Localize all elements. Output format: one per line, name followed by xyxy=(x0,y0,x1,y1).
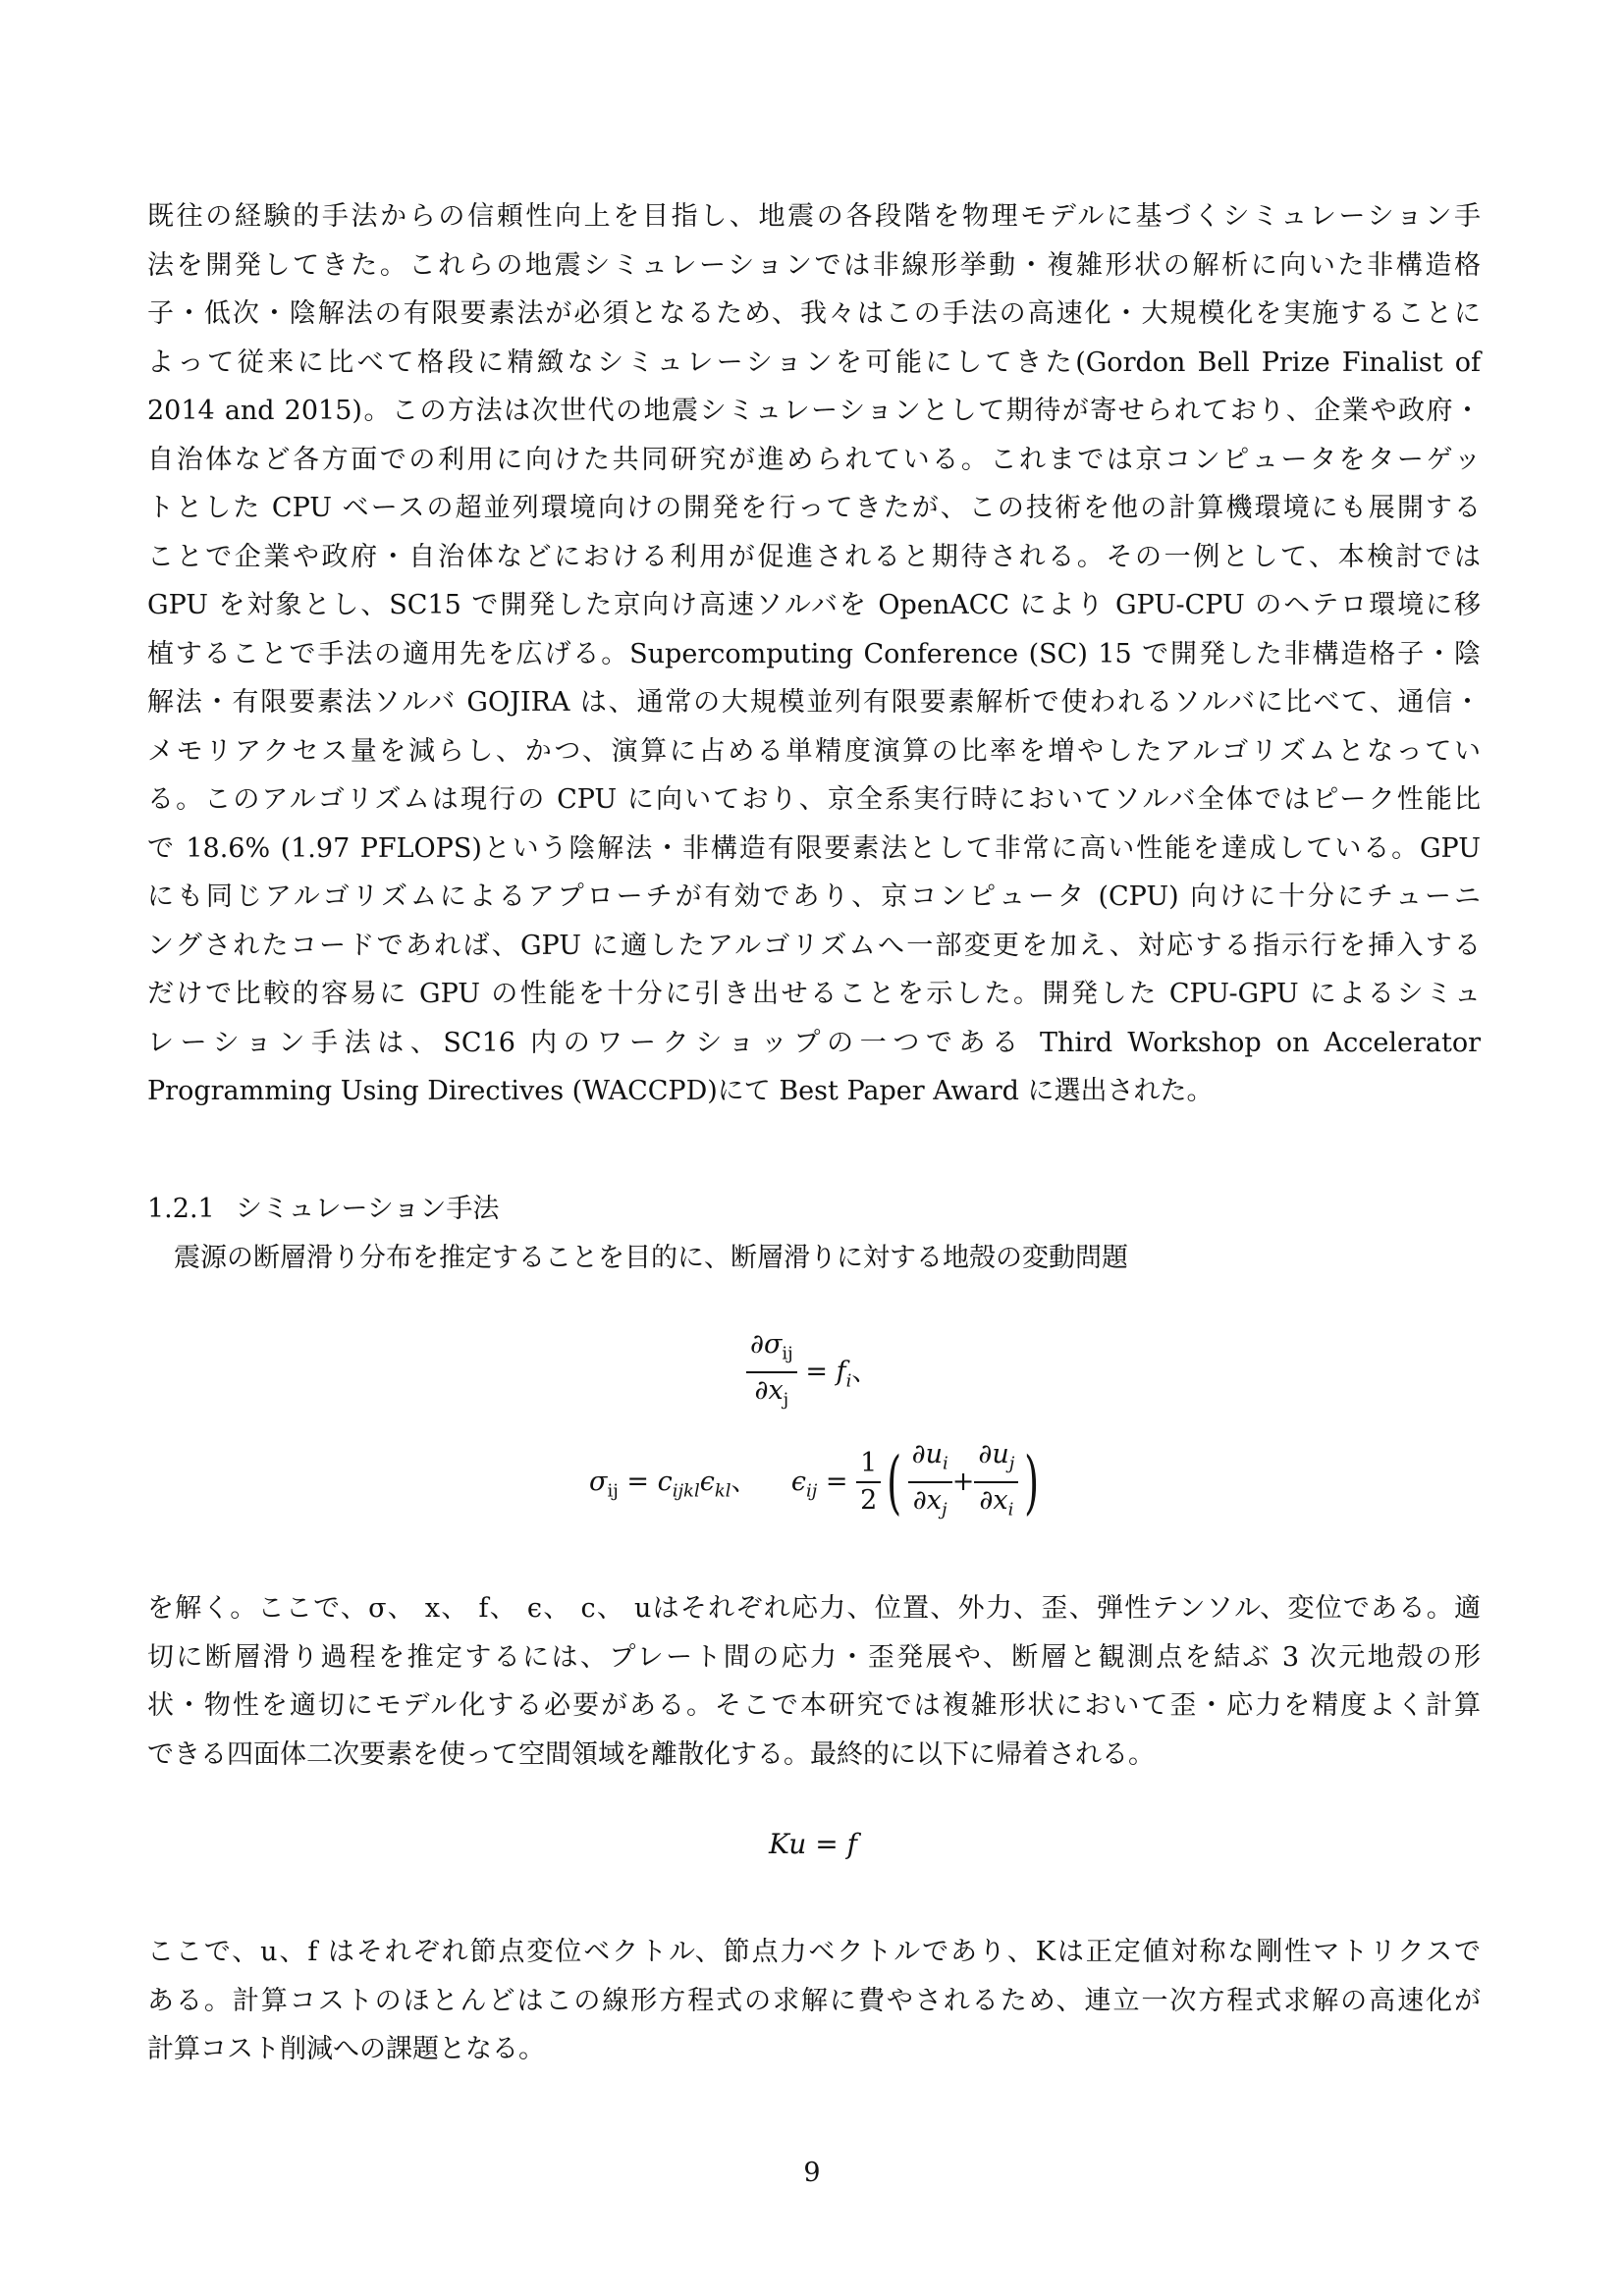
section-heading xyxy=(147,1190,499,1229)
text-line: で 18.6% (1.97 PFLOPS)という陰解法・非構造有限要素法として非常に高い性能を達成している。GPU xyxy=(147,832,1481,864)
text-line: メモリアクセス量を減らし、かつ、演算に占める単精度演算の比率を増やしたアルゴリズムとなってい xyxy=(147,735,1481,767)
text-line: 解法・有限要素法ソルバ GOJIRA は、通常の大規模並列有限要素解析で使われるソルバに比べて、通信・ xyxy=(147,687,1481,718)
strain-term-1: $\frac{\partial u_i}{\partial x_j}$ xyxy=(908,1437,952,1528)
equation-separator: 、 xyxy=(731,1466,758,1497)
text-line: 自治体など各方面での利用に向けた共同研究が進められている。これまでは京コンピュータをターゲッ xyxy=(147,444,1481,475)
constitutive-equation: $\sigma_{ij} = c_{ijkl}\epsilon_{kl}$、 $\epsilon_{ij}$ = $\frac{1}{2}$ ( $\frac{\partial u_i}{\partial x_j}$ + $\frac{\partial u_j}{\partial x_i}$ ) xyxy=(589,1437,1046,1528)
text-line: レーション手法は、SC16 内のワークショップの一つである Third Workshop on Accelerator xyxy=(147,1027,1481,1058)
text-line: ここで、u、f はそれぞれ節点変位ベクトル、節点力ベクトルであり、Kは正定値対称な剛性マトリクスで xyxy=(147,1937,1481,1967)
text-line: ングされたコードであれば、GPU に適したアルゴリズムへ一部変更を加え、対応する指示行を挿入する xyxy=(147,930,1481,961)
text-line: 状・物性を適切にモデル化する必要がある。そこで本研究では複雑形状において歪・応力を精度よく計算 xyxy=(147,1690,1481,1721)
text-line: Programming Using Directives (WACCPD)にて Best Paper Award に選出された。 xyxy=(147,1076,1214,1106)
section-number: 1.2.1 xyxy=(147,1194,215,1224)
text-line: る。このアルゴリズムは現行の CPU に向いており、京全系実行時においてソルバ全体ではピーク性能比 xyxy=(147,784,1481,815)
text-line: にも同じアルゴリズムによるアプローチが有効であり、京コンピュータ (CPU) 向けに十分にチューニ xyxy=(147,881,1481,912)
text-line: 2014 and 2015)。この方法は次世代の地震シミュレーションとして期待が寄せられており、企業や政府・ xyxy=(147,396,1481,426)
text-line: 植することで手法の適用先を広げる。Supercomputing Conference (SC) 15 で開発した非構造格子・陰 xyxy=(147,638,1481,669)
equation-separator: 、 xyxy=(851,1356,879,1387)
section-title: シミュレーション手法 xyxy=(236,1194,500,1224)
linear-system-equation: Ku = f xyxy=(769,1828,857,1860)
text-line: ある。計算コストのほとんどはこの線形方程式の求解に費やされるため、連立一次方程式求解の高速化が xyxy=(147,1985,1481,2016)
problem-statement: 震源の断層滑り分布を推定することを目的に、断層滑りに対する地殻の変動問題 xyxy=(174,1243,1128,1273)
text-line: 切に断層滑り過程を推定するには、プレート間の応力・歪発展や、断層と観測点を結ぶ 3 次元地殻の形 xyxy=(147,1641,1481,1673)
text-line: 子・低次・陰解法の有限要素法が必須となるため、我々はこの手法の高速化・大規模化を実施することに xyxy=(147,298,1481,329)
text-line: トとした CPU ベースの超並列環境向けの開発を行ってきたが、この技術を他の計算機環境にも展開する xyxy=(147,493,1481,523)
text-line: を解く。ここで、σ、 x、 f、 ϵ、 c、 uはそれぞれ応力、位置、外力、歪、弾性テンソル、変位である。適 xyxy=(147,1593,1481,1624)
text-line: GPU を対象とし、SC15 で開発した京向け高速ソルバを OpenACC により GPU-CPU のヘテロ環境に移 xyxy=(147,590,1481,620)
text-line: できる四面体二次要素を使って空間領域を離散化する。最終的に以下に帰着される。 xyxy=(147,1738,1155,1770)
text-line: 計算コスト削減への課題となる。 xyxy=(147,2034,545,2064)
half-fraction: $\frac{1}{2}$ xyxy=(856,1446,881,1519)
text-line: 既往の経験的手法からの信頼性向上を目指し、地震の各段階を物理モデルに基づくシミュレーション手 xyxy=(147,201,1481,232)
text-line: よって従来に比べて格段に精緻なシミュレーションを可能にしてきた(Gordon Bell Prize Finalist of xyxy=(147,347,1481,378)
equilibrium-equation: $\frac{\partial\sigma_{ij}}{\partial x_j}$ = $f_i$、 xyxy=(746,1327,878,1418)
text-line: 法を開発してきた。これらの地震シミュレーションでは非線形挙動・複雑形状の解析に向いた非構造格 xyxy=(147,249,1481,281)
page-number: 9 xyxy=(803,2158,821,2188)
text-line: だけで比較的容易に GPU の性能を十分に引き出せることを示した。開発した CPU-GPU によるシミュ xyxy=(147,979,1481,1009)
conclusion-paragraph xyxy=(147,1928,1481,2074)
partial-derivative-fraction: $\frac{\partial\sigma_{ij}}{\partial x_j}$ xyxy=(746,1327,797,1418)
variable-description-paragraph xyxy=(147,1584,1481,1779)
text-line: ことで企業や政府・自治体などにおける利用が促進されると期待される。その一例として、本検討では xyxy=(147,541,1481,572)
strain-term-2: $\frac{\partial u_j}{\partial x_i}$ xyxy=(974,1437,1018,1528)
intro-paragraph xyxy=(147,192,1481,1116)
